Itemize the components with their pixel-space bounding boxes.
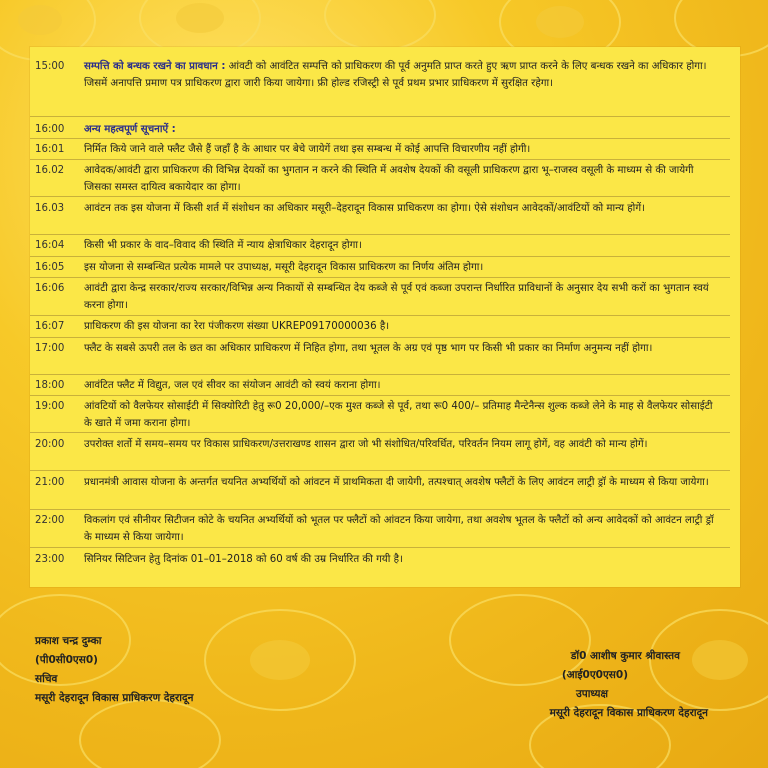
divider: [30, 138, 730, 139]
divider: [30, 196, 730, 197]
section-text: आवंटी द्वारा केन्द्र सरकार/राज्य सरकार/विभिन्न अन्य निकायों से सम्बन्धित देय कब्जे से पूर्व एवं कब्जा उपरान्त निर्धारित प्राविधानों के अनुसार देय सभी करों का भुगतान स्वयं करना होगा।: [84, 283, 709, 311]
divider: [30, 395, 730, 396]
section-text: विकलांग एवं सीनीयर सिटीजन कोटे के चयनित अभ्यर्थियों को भूतल पर फ्लैटों को आंवटन किया जायेगा, तथा अवशेष भूतल के फ्लैटों को अन्य आवेदकों को आवंटन लाट्री ड्रॉ के माध्यम से किया जायेगा।: [84, 515, 714, 543]
section-text: सिनियर सिटिजन हेतु दिनांक 01–01–2018 को 60 वर्ष की उम्र निर्धारित की गयी है।: [84, 554, 403, 565]
divider: [30, 337, 730, 338]
divider: [30, 277, 730, 278]
section-number: 16.02: [35, 165, 65, 176]
section-text: आवंटित फ्लैट में विद्युत, जल एवं सीवर का संयोजन आवंटी को स्वयं कराना होगा।: [84, 380, 381, 391]
section-text: फ्लैट के सबसे ऊपरी तल के छत का अधिकार प्राधिकरण में निहित होगा, तथा भूतल के अग्र एवं पृष्ठ भाग पर किसी भी प्रकार का निर्माण अनुमन्य नहीं होगा।: [84, 343, 653, 354]
section-text: प्राधिकरण की इस योजना का रेरा पंजीकरण संख्या UKREP09170000036 है।: [84, 321, 390, 332]
signatory-left: [35, 632, 193, 708]
section-text: आंवटी को आवंटित सम्पत्ति को प्राधिकरण की पूर्व अनुमति प्राप्त करते हुए ऋण प्राप्त करने के लिए बन्धक रखने का अधिकार होगा। जिसमें अनापत्ति प्रमाण पत्र प्राधिकरण द्वारा जारी किया जायेगा। फ्री होल्ड रजिस्ट्री से पूर्व प्रथम प्रभार प्राधिकरण में सुरक्षित रहेगा।: [84, 61, 707, 89]
section-number: 15:00: [35, 61, 65, 72]
section-number: 19:00: [35, 401, 65, 412]
section-number: 21:00: [35, 477, 65, 488]
signatory-name: डॉ0 आशीष कुमार श्रीवास्तव: [570, 650, 680, 662]
section-text: इस योजना से सम्बन्धित प्रत्येक मामले पर उपाध्यक्ष, मसूरी देहरादून विकास प्राधिकरण का निर्णय अंतिम होगा।: [84, 262, 484, 273]
section-text: उपरोक्त शर्तो में समय–समय पर विकास प्राधिकरण/उत्तराखण्ड शासन द्वारा जो भी संशोधित/परिवर्धित, परिवर्तन नियम लागू होगें, वह आवंटी को मान्य होगें।: [84, 439, 648, 450]
signatory-designation: उपाध्यक्ष: [575, 688, 608, 700]
signatory-designation: सचिव: [35, 673, 58, 685]
divider: [30, 432, 730, 433]
section-number: 16:06: [35, 283, 65, 294]
divider: [30, 256, 730, 257]
section-number: 22:00: [35, 515, 65, 526]
section-text: किसी भी प्रकार के वाद–विवाद की स्थिति में न्याय क्षेत्राधिकार देहरादून होगा।: [84, 240, 362, 251]
signatory-service: (पी0सी0एस0): [35, 654, 98, 666]
signatory-service: (आई0ए0एस0): [561, 669, 628, 681]
divider: [30, 509, 730, 510]
section-text: प्रधानमंत्री आवास योजना के अन्तर्गत चयनित अभ्यर्थियों को आंवटन में प्राथमिकता दी जायेगी, तत्पश्चात् अवशेष फ्लैटों के लिए आवंटन लाट्री ड्रॉ के माध्यम से किया जायेगा।: [84, 477, 709, 488]
section-heading: सम्पत्ति को बन्धक रखने का प्रावधान :: [84, 61, 226, 72]
signatory-name: प्रकाश चन्द्र दुम्का: [35, 635, 102, 647]
section-text: आवेदक/आवंटी द्वारा प्राधिकरण की विभिन्न देयकों का भुगतान न करने की स्थिति में अवशेष देयकों की वसूली प्राधिकरण द्वारा भू–राजस्व वसूली के माध्यम से की जायेगी जिसका समस्त दायित्व बकायेदार का होगा।: [84, 165, 694, 193]
divider: [30, 116, 730, 117]
divider: [30, 374, 730, 375]
section-text: आवंटन तक इस योजना में किसी शर्त में संशोधन का अधिकार मसूरी–देहरादून विकास प्राधिकरण का होगा। ऐसे संशोधन आवेदकों/आवंटियों को मान्य होगें।: [84, 203, 645, 214]
divider: [30, 470, 730, 471]
section-number: 16:01: [35, 144, 65, 155]
section-text: निर्मित किये जाने वाले फ्लैट जैसे हैं जहाँ है के आधार पर बेचे जायेगें तथा इस सम्बन्ध में कोई आपत्ति विचारणीय नहीं होगी।: [84, 144, 531, 155]
section-number: 16.03: [35, 203, 65, 214]
section-number: 16:05: [35, 262, 65, 273]
section-number: 17:00: [35, 343, 65, 354]
section-number: 18:00: [35, 380, 65, 391]
divider: [30, 315, 730, 316]
section-number: 20:00: [35, 439, 65, 450]
section-heading: अन्य महत्वपूर्ण सूचनाऐं :: [84, 124, 176, 135]
divider: [30, 547, 730, 548]
divider: [30, 234, 730, 235]
section-number: 16:07: [35, 321, 65, 332]
section-number: 23:00: [35, 554, 65, 565]
signatory-organization: मसूरी देहरादून विकास प्राधिकरण देहरादून: [35, 692, 194, 704]
section-number: 16:00: [35, 124, 65, 135]
signatory-right: [550, 647, 708, 723]
section-number: 16:04: [35, 240, 65, 251]
signatory-organization: मसूरी देहरादून विकास प्राधिकरण देहरादून: [549, 707, 708, 719]
divider: [30, 159, 730, 160]
section-text: आंवटियों को वैलफेयर सोसाईटी में सिक्योरिटी हेतु रू0 20,000/–एक मुश्त कब्जे से पूर्व, तथा रू0 400/– प्रतिमाह मैन्टेनैन्स शुल्क कब्जे लेने के माह से वैलफेयर सोसाईटी के खाते में जमा कराना होगा।: [84, 401, 713, 429]
